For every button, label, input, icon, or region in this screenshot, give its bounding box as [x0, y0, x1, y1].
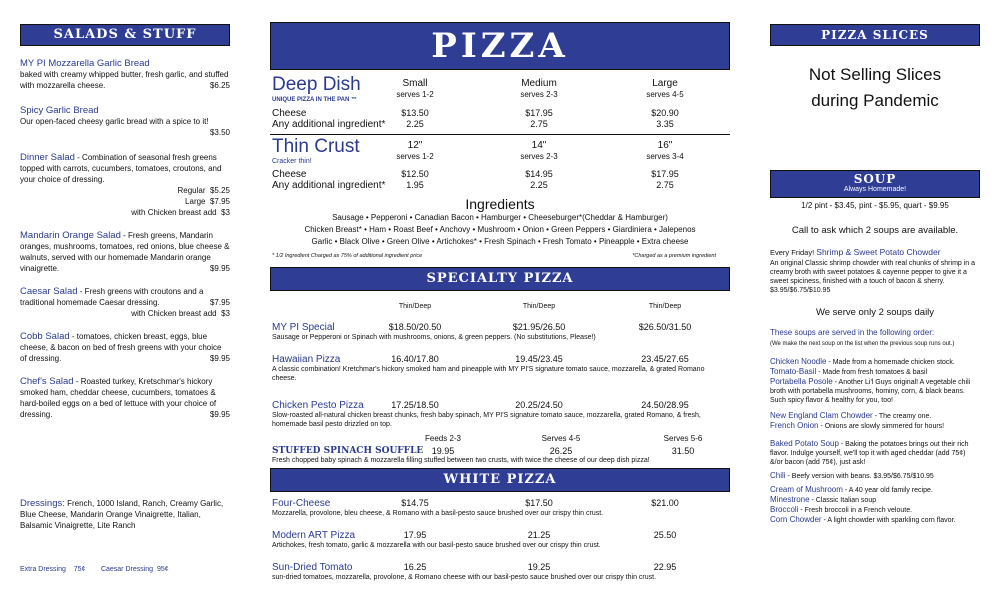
- specialty-header: SPECIALTY PIZZA: [270, 267, 730, 291]
- white-pizza-header: WHITE PIZZA: [270, 468, 730, 492]
- deep-dish-subtitle: UNIQUE PIZZA IN THE PAN ™: [272, 97, 358, 103]
- price: $14.75: [401, 498, 429, 508]
- ingredient-note: * 1/2 Ingredient Charged as 75% of additional ingredient price: [272, 253, 423, 259]
- soup-item: French Onion - Onions are slowly simmered for hours!: [770, 421, 945, 430]
- item-name: Hawaiian Pizza: [272, 354, 341, 365]
- item-name: Cobb Salad: [20, 331, 70, 342]
- price: 2.25: [406, 119, 424, 129]
- soup-item: Broccoli - Fresh broccoli in a French veloute.: [770, 505, 913, 514]
- item-desc: Mozzarella, provolone, bleu cheese, & Romano with a basil-pesto sauce brushed over our crispy thin crust.: [272, 510, 604, 517]
- item-price: $9.95: [209, 264, 230, 273]
- item-name: Chef's Salad: [20, 376, 74, 387]
- friday-soup: [770, 248, 980, 295]
- right-column: [770, 0, 980, 525]
- salads-column: [20, 0, 230, 420]
- item-name: Sun-Dried Tomato: [272, 562, 353, 573]
- price-line: Large $7.95: [185, 197, 230, 206]
- item-desc: Fresh chopped baby spinach & mozzarella filling stuffed between two crusts, with twice the cheese of our deep dish pizza!: [272, 457, 650, 464]
- price-line: with Chicken breast add $3: [131, 208, 230, 217]
- price: 19.25: [527, 562, 551, 572]
- menu-item: [20, 286, 230, 319]
- premium-note: *Charged as a premium ingredient: [632, 253, 716, 259]
- ingredients-title: Ingredients: [465, 196, 535, 212]
- soup-item: New England Clam Chowder - The creamy one.: [770, 411, 932, 420]
- pizza-header: PIZZA: [270, 22, 730, 70]
- divider: [270, 134, 730, 135]
- friday-label: Every Friday!: [770, 248, 815, 257]
- ingredients-line: Chicken Breast* • Ham • Roast Beef • Anchovy • Mushroom • Onion • Green Peppers • Giardiniera • Jalepenos: [304, 225, 696, 234]
- friday-soup-price: $3.95/$6.75/$10.95: [770, 287, 831, 294]
- slices-header: PIZZA SLICES: [770, 24, 980, 46]
- item-desc: Slow-roasted all-natural chicken breast chunks, fresh baby spinach, MY PI'S signature tomato sauce, mozzarella, grated Romano, & fresh, homemade basil pesto drizzled on top.: [272, 412, 701, 428]
- size-header: 14" serves 2-3: [520, 140, 558, 161]
- size-header: Small serves 1-2: [396, 78, 434, 99]
- soup-item: Portabella Posole - Another Li'l Guys original! A vegetable chili broth with portabella mushrooms, hominy, corn, & black beans. Such spicy flavor & healthy for you, too!: [770, 377, 971, 404]
- price: $12.50: [401, 169, 429, 179]
- price: 19.95: [431, 446, 455, 456]
- price: 3.35: [656, 119, 674, 129]
- item-desc: Artichokes, fresh tomato, garlic & mozzarella with our basil-pesto sauce brushed over our crispy thin crust.: [272, 542, 601, 549]
- menu-item: [20, 331, 230, 364]
- menu-item: [20, 376, 230, 420]
- item-desc: - Roasted turkey, Kretschmar's hickory smoked ham, cheddar cheese, cucumbers, tomatoes & hard-boiled eggs on a bed of lettuce with your choice of dressing.: [20, 377, 217, 419]
- soup-item: Minestrone - Classic Italian soup: [770, 495, 877, 504]
- col-label: Thin/Deep: [648, 303, 682, 310]
- item-desc: - Fresh greens with croutons and a traditional homemade Caesar dressing.: [20, 287, 204, 307]
- feeds-label: Feeds 2-3: [424, 434, 462, 443]
- white-item: [272, 498, 730, 518]
- item-name: Chicken Pesto Pizza: [272, 400, 364, 411]
- soup-item: Baked Potato Soup - Baking the potatoes brings out their rich flavor. Indulge yourself, we'll top it with aged cheddar (add 75¢) &/or bacon (add 75¢), just ask!: [770, 439, 969, 466]
- price: $18.50/20.50: [388, 322, 442, 332]
- soup-item: Chili - Beefy version with beans. $3.95/$6.75/$10.95: [770, 471, 934, 480]
- soup-list: [770, 357, 980, 525]
- dressings-block: [20, 498, 230, 531]
- price-row-label: Any additional ingredient*: [272, 119, 386, 130]
- specialty-item: [272, 322, 730, 342]
- price: 26.25: [549, 446, 573, 456]
- price: 20.25/24.50: [515, 400, 563, 410]
- stuffed-item: [272, 446, 730, 465]
- item-name: MY PI Mozzarella Garlic Bread: [20, 58, 150, 69]
- price: $20.90: [651, 108, 679, 118]
- dressings-list: French, 1000 Island, Ranch, Creamy Garlic, Blue Cheese, Mandarin Orange Vinaigrette, Italian, Balsamic Vinaigrette, Lite Ranch: [20, 499, 224, 530]
- price: 17.95: [403, 530, 427, 540]
- price: 24.50/28.95: [641, 400, 689, 410]
- specialty-item: [272, 354, 730, 383]
- size-header: Large serves 4-5: [646, 78, 684, 99]
- feeds-label: Serves 5-6: [663, 434, 703, 443]
- item-name: Mandarin Orange Salad: [20, 230, 121, 241]
- friday-soup-name: Shrimp & Sweet Potato Chowder: [816, 247, 941, 257]
- menu-item: [20, 230, 230, 274]
- price: 23.45/27.65: [641, 354, 689, 364]
- salads-header: SALADS & STUFF: [20, 24, 230, 46]
- price: 16.40/17.80: [391, 354, 439, 364]
- order-title: These soups are served in the following order:: [770, 328, 935, 337]
- price: $21.95/26.50: [512, 322, 566, 332]
- item-price: $3.50: [209, 128, 230, 137]
- size-header: 16" serves 3-4: [646, 140, 684, 161]
- item-price: $6.25: [209, 81, 230, 90]
- item-name: Caesar Salad: [20, 286, 78, 297]
- item-name: Four-Cheese: [272, 498, 331, 509]
- ingredients-line: Garlic • Black Olive • Green Olive • Artichokes* • Fresh Spinach • Fresh Tomato • Pineapple • Extra cheese: [311, 237, 689, 246]
- price: 1.95: [406, 180, 424, 190]
- item-name: Dinner Salad: [20, 152, 75, 163]
- thin-crust-title: Thin Crust: [272, 136, 360, 157]
- price: $26.50/31.50: [638, 322, 692, 332]
- price: $21.00: [651, 498, 679, 508]
- item-desc: A classic combination! Kretchmar's hickory smoked ham and pineapple with MY PI'S signature tomato sauce, mozzarella, & grated Romano cheese.: [272, 366, 705, 382]
- item-price: $9.95: [209, 354, 230, 363]
- item-desc: sun-dried tomatoes, mozzarella, provolone, & Romano cheese with our basil-pesto sauce brushed over our crispy thin crust.: [272, 574, 657, 581]
- menu-item: [20, 58, 230, 91]
- col-label: Thin/Deep: [398, 303, 432, 310]
- price: 16.25: [403, 562, 427, 572]
- caesar-dressing-price: 95¢: [156, 566, 169, 573]
- specialty-item: [272, 400, 730, 429]
- thin-crust-section: [270, 136, 730, 192]
- price-line: with Chicken breast add $3: [131, 309, 230, 318]
- caesar-dressing-label: Caesar Dressing: [100, 566, 154, 573]
- item-desc: baked with creamy whipped butter, fresh garlic, and stuffed with mozzarella cheese.: [20, 70, 229, 90]
- item-price: $7.95: [209, 298, 230, 307]
- ingredients-line: Sausage • Pepperoni • Canadian Bacon • Hamburger • Cheeseburger*(Cheddar & Hamburger): [332, 213, 668, 222]
- item-name: Spicy Garlic Bread: [20, 105, 99, 116]
- deep-dish-section: [270, 74, 730, 134]
- item-desc: - Fresh greens, Mandarin oranges, mushrooms, tomatoes, red onions, blue cheese & walnuts, served with our homemade Mandarin orange vinaigrette.: [20, 231, 230, 273]
- soup-item: Chicken Noodle - Made from a homemade chicken stock.: [770, 357, 955, 366]
- item-desc: - Combination of seasonal fresh greens topped with carrots, cucumbers, tomatoes, croutons, and your choice of dressing.: [20, 153, 222, 184]
- ingredients-section: [270, 196, 730, 248]
- price: 31.50: [671, 446, 695, 456]
- price: $17.95: [651, 169, 679, 179]
- feeds-label: Serves 4-5: [541, 434, 581, 443]
- friday-soup-desc: An original Classic shrimp chowder with real chunks of shrimp in a creamy broth with sweet potatoes & cayenne pepper to give it a sweet spiciness, finished with a touch of bacon & sherry.: [770, 260, 976, 285]
- thin-crust-subtitle: Cracker thin!: [272, 158, 312, 165]
- price: $14.95: [525, 169, 553, 179]
- soup-prices: 1/2 pint - $3.45, pint - $5.95, quart - $9.95: [801, 201, 949, 210]
- size-header: Medium serves 2-3: [520, 78, 558, 99]
- dressings-label: Dressings:: [20, 498, 65, 509]
- col-label: Thin/Deep: [522, 303, 556, 310]
- order-note: (We make the next soup on the list when the previous soup runs out.): [770, 341, 955, 347]
- price: 2.25: [530, 180, 548, 190]
- price: 21.25: [527, 530, 551, 540]
- white-item: [272, 530, 730, 550]
- item-name: Modern ART Pizza: [272, 530, 356, 541]
- item-desc: - tomatoes, chicken breast, eggs, blue cheese, & bacon on bed of fresh greens with your choice of dressing.: [20, 332, 222, 363]
- extra-dressing-label: Extra Dressing: [20, 566, 66, 573]
- price: $13.50: [401, 108, 429, 118]
- slices-text: Not Selling Slices during Pandemic: [808, 65, 942, 110]
- menu-item: [20, 152, 230, 218]
- soup-header: [770, 170, 980, 198]
- price-line: Regular $5.25: [177, 186, 230, 195]
- item-name: MY PI Special: [272, 322, 335, 333]
- price: 25.50: [653, 530, 677, 540]
- price: 19.45/23.45: [515, 354, 563, 364]
- price-row-label: Any additional ingredient*: [272, 180, 386, 191]
- item-price: $9.95: [209, 410, 230, 419]
- call-text: Call to ask which 2 soups are available.: [791, 225, 959, 236]
- soup-item: Cream of Mushroom - A 40 year old family recipe.: [770, 485, 933, 494]
- price: 22.95: [653, 562, 677, 572]
- soup-subtitle: Always Homemade!: [843, 186, 907, 193]
- price: $17.95: [525, 108, 553, 118]
- price: 17.25/18.50: [391, 400, 439, 410]
- soup-item: Corn Chowder - A light chowder with sparkling corn flavor.: [770, 515, 956, 524]
- extra-dressing-price: 75¢: [73, 566, 86, 573]
- dressing-prices: [20, 565, 230, 574]
- daily-text: We serve only 2 soups daily: [815, 307, 935, 318]
- pizza-column: [270, 0, 730, 581]
- soup-title: SOUP: [853, 172, 897, 186]
- price-row-label: Cheese: [272, 169, 307, 180]
- item-desc: Sausage or Pepperoni or Spinach with mushrooms, onions, & green peppers. (No substitutions, Please!): [272, 334, 596, 341]
- item-desc: Our open-faced cheesy garlic bread with a spice to it!: [20, 117, 209, 126]
- white-item: [272, 562, 730, 582]
- deep-dish-title: Deep Dish: [272, 74, 361, 95]
- price: 2.75: [656, 180, 674, 190]
- price-row-label: Cheese: [272, 108, 307, 119]
- size-header: 12" serves 1-2: [396, 140, 434, 161]
- item-name: STUFFED SPINACH SOUFFLE: [272, 446, 424, 456]
- price: 2.75: [530, 119, 548, 129]
- menu-item: [20, 105, 230, 138]
- price: $17.50: [525, 498, 553, 508]
- soup-item: Tomato-Basil - Made from fresh tomatoes & basil: [770, 367, 928, 376]
